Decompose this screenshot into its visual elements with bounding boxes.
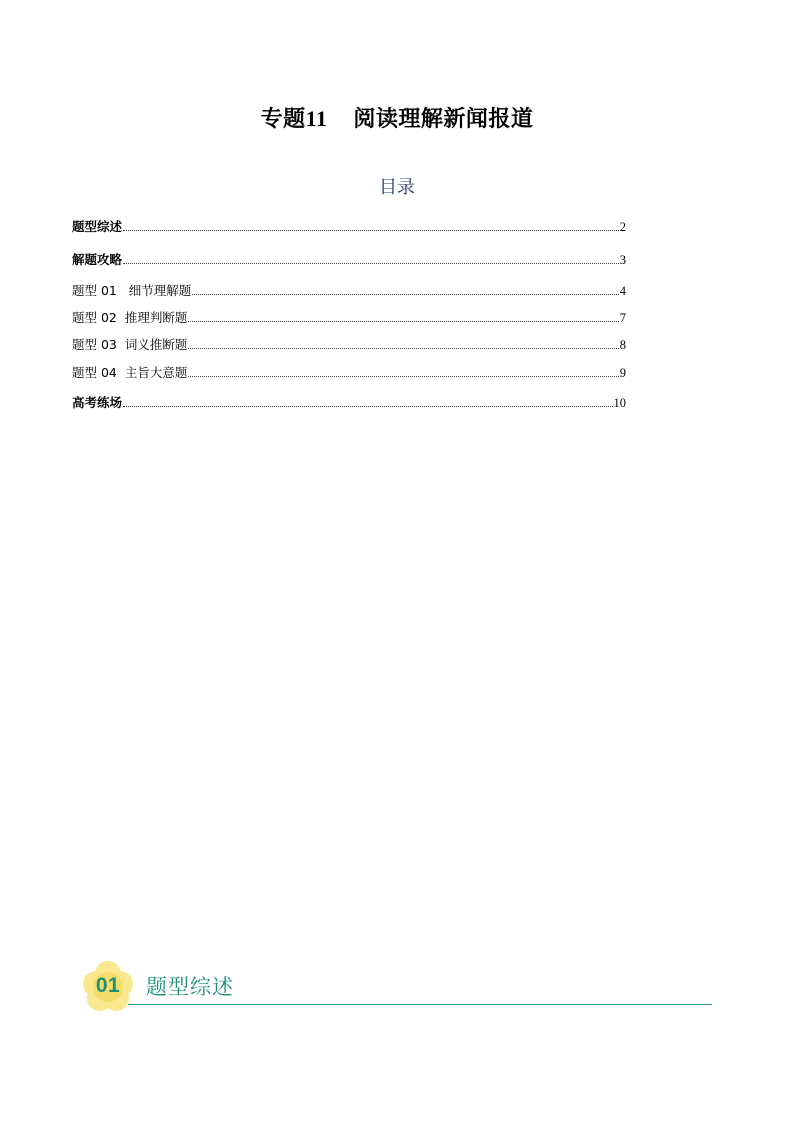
toc-entry-overview[interactable] [72,219,626,235]
toc-leader [123,229,619,231]
title-number: 11 [305,106,328,131]
section-divider [128,1004,712,1005]
toc-leader [188,347,618,349]
section-header [82,960,712,1016]
toc-entry-label: 题型综述 [72,219,123,234]
toc-entry-label: 题型 02 推理判断题 [72,310,188,325]
toc-leader [123,262,619,264]
toc-heading: 目录 [379,177,415,198]
toc-entry-type-01[interactable] [72,283,626,299]
toc-entry-strategy[interactable] [72,252,626,268]
toc-entry-page: 9 [619,366,626,380]
toc-entry-label: 题型 04 主旨大意题 [72,365,188,380]
toc-leader [123,405,612,407]
toc-entry-page: 10 [613,396,626,410]
toc-entry-label: 题型 03 词义推断题 [72,337,188,352]
toc-entry-exam-practice[interactable] [72,395,626,411]
section-title: 题型综述 [146,975,234,999]
toc-entry-type-02[interactable] [72,310,626,326]
toc-leader [192,293,618,295]
toc-entry-page: 8 [619,338,626,352]
section-number: 01 [95,974,121,997]
toc-entry-type-03[interactable] [72,337,626,353]
toc-entry-label: 题型 01 细节理解题 [72,283,192,298]
toc-leader [188,320,618,322]
toc-entry-page: 3 [619,253,626,267]
document-title [0,104,794,135]
title-prefix: 专题 [260,107,306,132]
toc-entry-label: 高考练场 [72,395,123,410]
toc-entry-page: 2 [619,220,626,234]
toc-entry-page: 4 [619,284,626,298]
title-main: 阅读理解新闻报道 [353,107,534,132]
toc-entry-page: 7 [619,311,626,325]
toc-leader [188,375,618,377]
toc-entry-label: 解题攻略 [72,252,123,267]
toc-entry-type-04[interactable] [72,365,626,381]
